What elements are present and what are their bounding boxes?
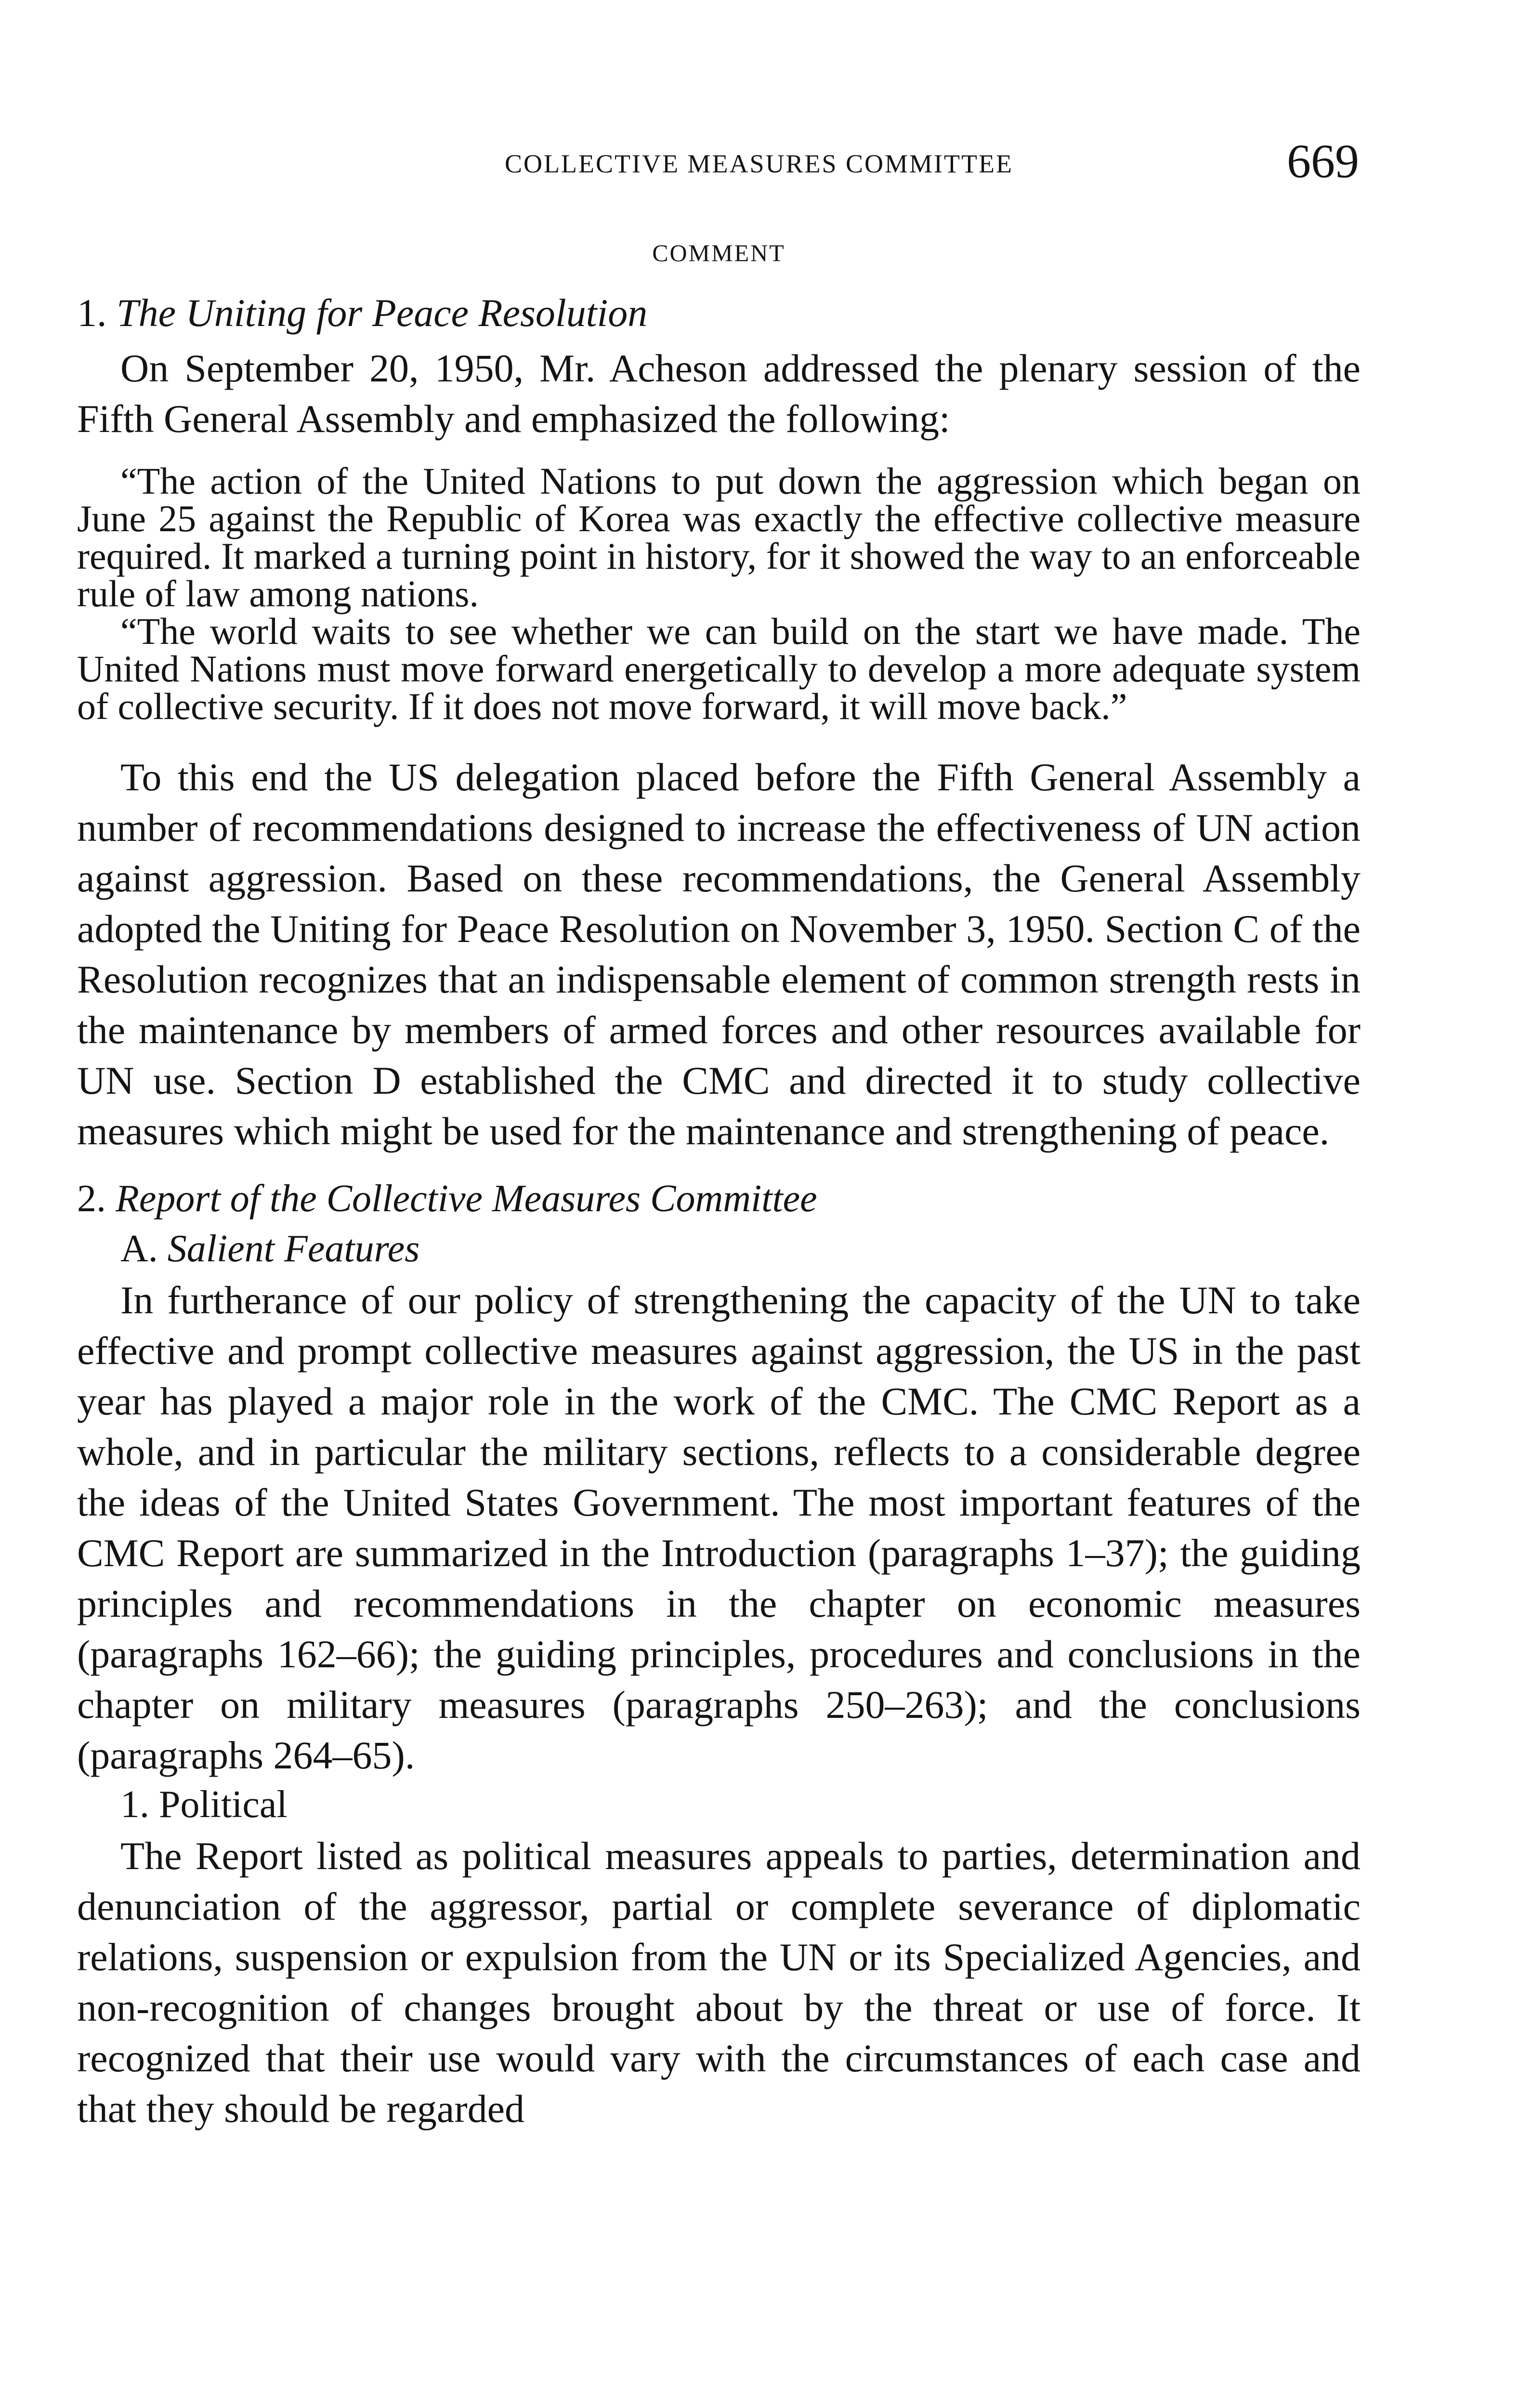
section-1-body: To this end the US delegation placed before the Fifth General Assembly a number of recommendations designed to increase the effectiveness of UN action against aggression. Based on these recommendations, the General Assembly adopted the Uniting for Peace Resolution on November 3, 1950. Section C of the Resolution recognizes that an indispensable element of common strength rests in the maintenance by members of armed forces and other resources available for UN use. Section D established the CMC and directed it to study collective measures which might be used for the maintenance and strengthening of peace. <box>77 755 1361 1153</box>
political-heading: 1. Political <box>120 1783 288 1826</box>
acheson-quote-1: “The action of the United Nations to put down the aggression which began on June 25 against the Republic of Korea was exactly the effective collective measure required. It marked a turning point in history, for it showed the way to an enforceable rule of law among nations. <box>77 460 1361 615</box>
page-body <box>77 236 1361 2134</box>
political-body: The Report listed as political measures appeals to parties, determination and denunciation of the aggressor, partial or complete severance of diplomatic relations, suspension or expulsion from the UN or its Specialized Agencies, and non-recognition of changes brought about by the threat or use of force. It recognized that their use would vary with the circumstances of each case and that they should be regarded <box>77 1834 1361 2131</box>
subsection-a-heading <box>120 1225 1361 1273</box>
subsection-a-body: In furtherance of our policy of strengthening the capacity of the UN to take effective and prompt collective measures against aggression, the US in the past year has played a major role in the work of the CMC. The CMC Report as a whole, and in particular the military sections, reflects to a considerable degree the ideas of the United States Government. The most important features of the CMC Report are summarized in the Introduction (paragraphs 1–37); the guiding principles and recommendations in the chapter on economic measures (paragraphs 162–66); the guiding principles, procedures and conclusions in the chapter on military measures (paragraphs 250–263); and the conclusions (paragraphs 264–65). <box>77 1278 1361 1777</box>
page-number: 669 <box>1287 134 1359 188</box>
section-2-title: Report of the Collective Measures Committee <box>116 1178 817 1220</box>
subsection-a-label: A. <box>120 1228 158 1270</box>
acheson-quote-2: “The world waits to see whether we can build on the start we have made. The United Nations must move forward energetically to develop a more adequate system of collective security. If it does not move forward, it will move back.” <box>77 610 1361 727</box>
section-1-number: 1. <box>77 291 107 335</box>
section-1-heading <box>77 289 1361 337</box>
section-2-heading <box>77 1175 1361 1223</box>
subsection-a-title: Salient Features <box>167 1228 420 1270</box>
comment-heading: COMMENT <box>652 239 785 266</box>
section-1-intro: On September 20, 1950, Mr. Acheson addressed the plenary session of the Fifth General Assembly and emphasized the following: <box>77 346 1361 441</box>
running-header: COLLECTIVE MEASURES COMMITTEE <box>505 149 1013 178</box>
section-1-title: The Uniting for Peace Resolution <box>117 291 648 335</box>
section-2-number: 2. <box>77 1178 106 1220</box>
